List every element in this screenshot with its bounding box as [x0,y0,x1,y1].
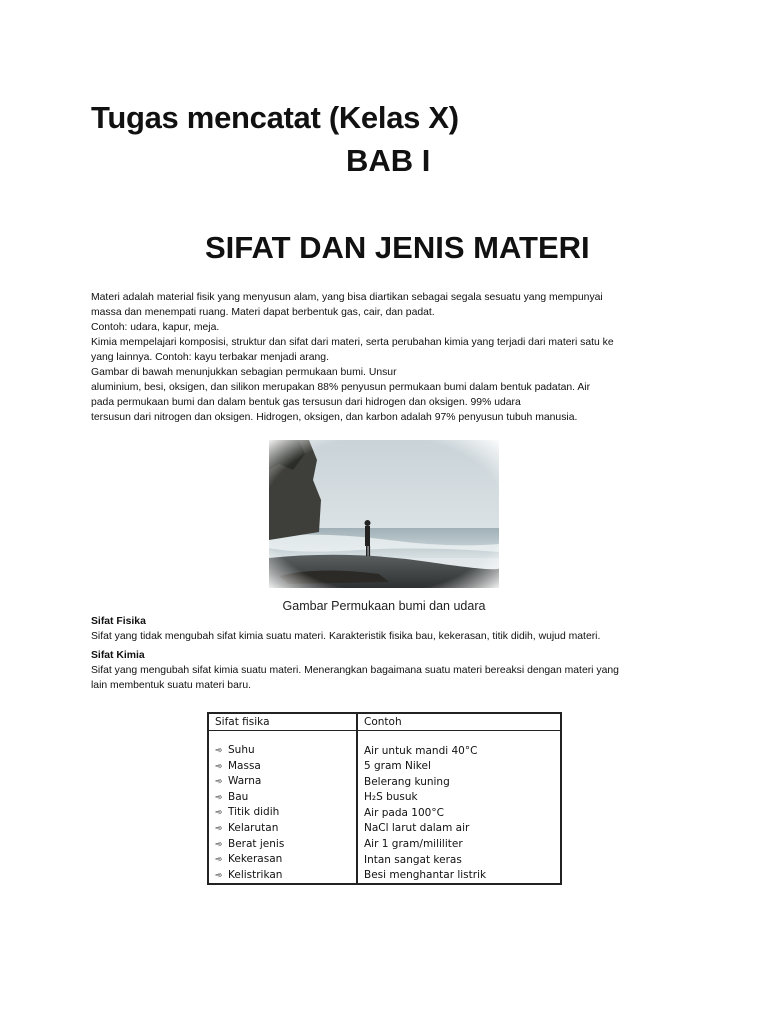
figure-caption: Gambar Permukaan bumi dan udara [282,599,486,613]
intro-line: tersusun dari nitrogen dan oksigen. Hidrogen, oksigen, dan karbon adalah 97% penyusun tubuh manusia. [91,412,578,423]
property-example: Air pada 100°C [357,805,561,821]
property-example: NaCl larut dalam air [357,821,561,837]
arrow-bullet-icon: ➾ [215,870,223,881]
table-row [208,774,561,790]
table-header-example: Contoh [357,713,561,731]
intro-line: massa dan menempati ruang. Materi dapat berbentuk gas, cair, dan padat. [91,307,435,318]
property-name: Suhu [228,744,255,756]
property-example: Air 1 gram/mililiter [357,837,561,853]
sifat-fisika-section [91,614,691,644]
table-row [208,743,561,759]
intro-line: Contoh: udara, kapur, meja. [91,322,220,333]
chapter-heading: BAB I [346,143,431,178]
property-name: Titik didih [228,806,280,819]
arrow-bullet-icon: ➾ [215,823,223,834]
property-name: Kelistrikan [228,868,283,881]
arrow-bullet-icon: ➾ [215,761,223,772]
property-example: Intan sangat keras [357,852,561,868]
table-row [208,852,561,868]
property-name: Massa [228,759,261,772]
arrow-bullet-icon: ➾ [215,792,223,803]
intro-line: Kimia mempelajari komposisi, struktur dan sifat dari materi, serta perubahan kimia yang terjadi dari materi satu ke [91,337,614,348]
arrow-bullet-icon: ➾ [215,855,223,866]
property-example: Air untuk mandi 40°C [357,743,561,759]
intro-line: Gambar di bawah menunjukkan sebagian permukaan bumi. Unsur [91,367,397,378]
section-title: SIFAT DAN JENIS MATERI [205,230,590,265]
table-row [208,821,561,837]
table-header-row [208,713,561,731]
physical-properties-table [207,712,562,885]
table-row [208,805,561,821]
table-row [208,790,561,806]
property-name: Berat jenis [228,837,285,850]
property-name: Warna [228,775,262,788]
arrow-bullet-icon: ➾ [215,839,223,850]
document-title: Tugas mencatat (Kelas X) [91,100,459,135]
intro-line: pada permukaan bumi dan dalam bentuk gas tersusun dari hidrogen dan oksigen. 99% udara [91,397,521,408]
property-name: Kelarutan [228,821,279,834]
property-example: H₂S busuk [357,790,561,806]
intro-line: aluminium, besi, oksigen, dan silikon merupakan 88% penyusun permukaan bumi dalam bentuk padatan. Air [91,382,591,393]
table-row [208,868,561,885]
section-heading: Sifat Kimia [91,650,145,661]
property-example: 5 gram Nikel [357,759,561,775]
property-name: Kekerasan [228,853,283,866]
table-row [208,759,561,775]
section-line: Sifat yang tidak mengubah sifat kimia suatu materi. Karakteristik fisika bau, kekerasan, titik didih, wujud materi. [91,631,601,642]
section-heading: Sifat Fisika [91,616,146,627]
arrow-bullet-icon: ➾ [215,808,223,819]
property-name: Bau [228,790,249,803]
property-example: Belerang kuning [357,774,561,790]
table-row [208,837,561,853]
sifat-kimia-section [91,648,691,693]
intro-paragraph [91,290,691,425]
earth-surface-photo [269,440,499,588]
intro-line: Materi adalah material fisik yang menyusun alam, yang bisa diartikan sebagai segala sesuatu yang mempunyai [91,292,603,303]
section-line: lain membentuk suatu materi baru. [91,680,251,691]
property-example: Besi menghantar listrik [357,868,561,885]
section-line: Sifat yang mengubah sifat kimia suatu materi. Menerangkan bagaimana suatu materi bereaksi dengan materi yang [91,665,619,676]
table-header-property: Sifat fisika [208,713,357,731]
arrow-bullet-icon: ➾ [215,777,223,788]
arrow-bullet-icon: ➾ [215,746,223,756]
intro-line: yang lainnya. Contoh: kayu terbakar menjadi arang. [91,352,329,363]
